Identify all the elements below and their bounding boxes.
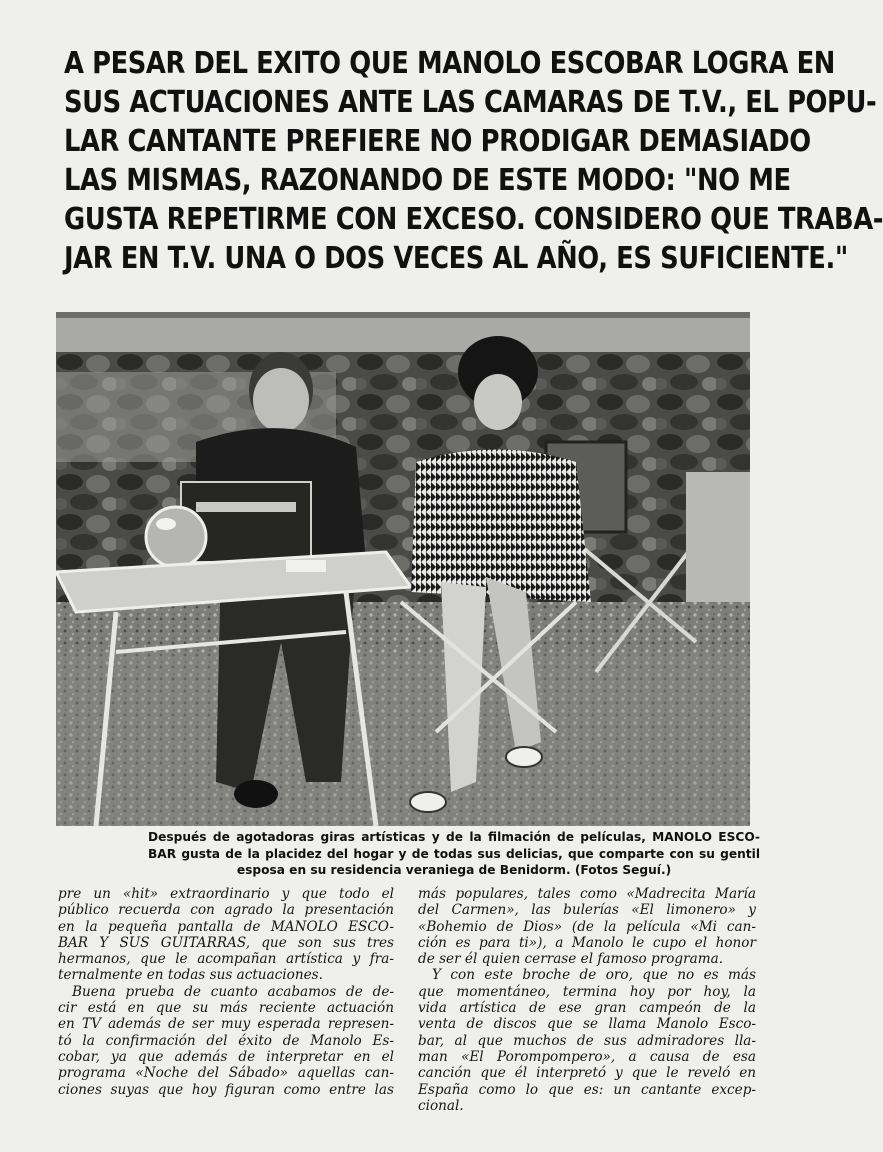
- body-line: de ser él quien cerrase el famoso programa.: [418, 951, 724, 968]
- body-line: ciones suyas que hoy figuran como entre las: [58, 1081, 394, 1098]
- body-line: pre un «hit» extraordinario y que todo el: [58, 886, 394, 902]
- body-line: ternalmente en todas sus actuaciones.: [58, 967, 323, 984]
- photo-illustration: [56, 312, 750, 826]
- headline-line: JAR EN T.V. UNA O DOS VECES AL AÑO, ES SUFICIENTE.": [64, 241, 848, 276]
- body-line: canción que él interpretó y que le reveló en: [418, 1065, 756, 1082]
- body-line: «Bohemio de Dios» (de la película «Mi can-: [418, 918, 756, 935]
- body-line: man «El Porompompero», a causa de esa: [418, 1048, 756, 1065]
- body-line: tó la confirmación del éxito de Manolo Es-: [58, 1032, 394, 1049]
- body-line: más populares, tales como «Madrecita María: [418, 886, 756, 902]
- body-line: del Carmen», las bulerías «El limonero» y: [418, 902, 756, 919]
- headline-line: A PESAR DEL EXITO QUE MANOLO ESCOBAR LOGRA EN: [64, 46, 835, 81]
- body-line: vida artística de ese gran campeón de la: [418, 1000, 756, 1017]
- headline-line: SUS ACTUACIONES ANTE LAS CAMARAS DE T.V., EL POPU-: [64, 85, 877, 120]
- body-column-right: [418, 886, 756, 1114]
- body-line: bar, al que muchos de sus admiradores lla-: [418, 1032, 756, 1049]
- body-line: España como lo que es: un cantante excep-: [418, 1081, 756, 1098]
- body-line: en la pequeña pantalla de MANOLO ESCO-: [58, 918, 394, 935]
- headline-line: LAS MISMAS, RAZONANDO DE ESTE MODO: "NO ME: [64, 163, 791, 198]
- caption-line: Después de agotadoras giras artísticas y de la filmación de películas, MANOLO ESCO-: [148, 830, 760, 844]
- headline-line: LAR CANTANTE PREFIERE NO PRODIGAR DEMASIADO: [64, 124, 811, 159]
- body-column-left: [58, 886, 394, 1098]
- body-line: cional.: [418, 1097, 464, 1114]
- body-line: que momentáneo, termina hoy por hoy, la: [418, 983, 756, 1000]
- body-line: hermanos, que le acompañan artística y fra-: [58, 951, 394, 968]
- body-line: ción es para ti»), a Manolo le cupo el honor: [418, 934, 756, 951]
- body-line: Buena prueba de cuanto acabamos de de-: [72, 983, 394, 1000]
- headline-line: GUSTA REPETIRME CON EXCESO. CONSIDERO QUE TRABA-: [64, 202, 883, 237]
- body-line: público recuerda con agrado la presentación: [58, 902, 394, 919]
- body-line: cobar, ya que además de interpretar en el: [58, 1048, 394, 1065]
- body-line: en TV además de ser muy esperada represen-: [58, 1016, 394, 1033]
- photo-caption: [148, 829, 760, 879]
- body-line: cir está en que su más reciente actuación: [58, 1000, 394, 1017]
- photo-couple-patio: [56, 312, 750, 826]
- body-line: BAR Y SUS GUITARRAS, que son sus tres: [58, 934, 394, 951]
- caption-line: BAR gusta de la placidez del hogar y de todas sus delicias, que comparte con su gentil: [148, 846, 760, 861]
- headline: [64, 44, 883, 278]
- caption-line: esposa en su residencia veraniega de Benidorm. (Fotos Seguí.): [236, 863, 672, 877]
- body-line: Y con este broche de oro, que no es más: [432, 967, 756, 984]
- body-line: venta de discos que se llama Manolo Esco-: [418, 1016, 756, 1033]
- body-line: programa «Noche del Sábado» aquellas can-: [58, 1065, 394, 1082]
